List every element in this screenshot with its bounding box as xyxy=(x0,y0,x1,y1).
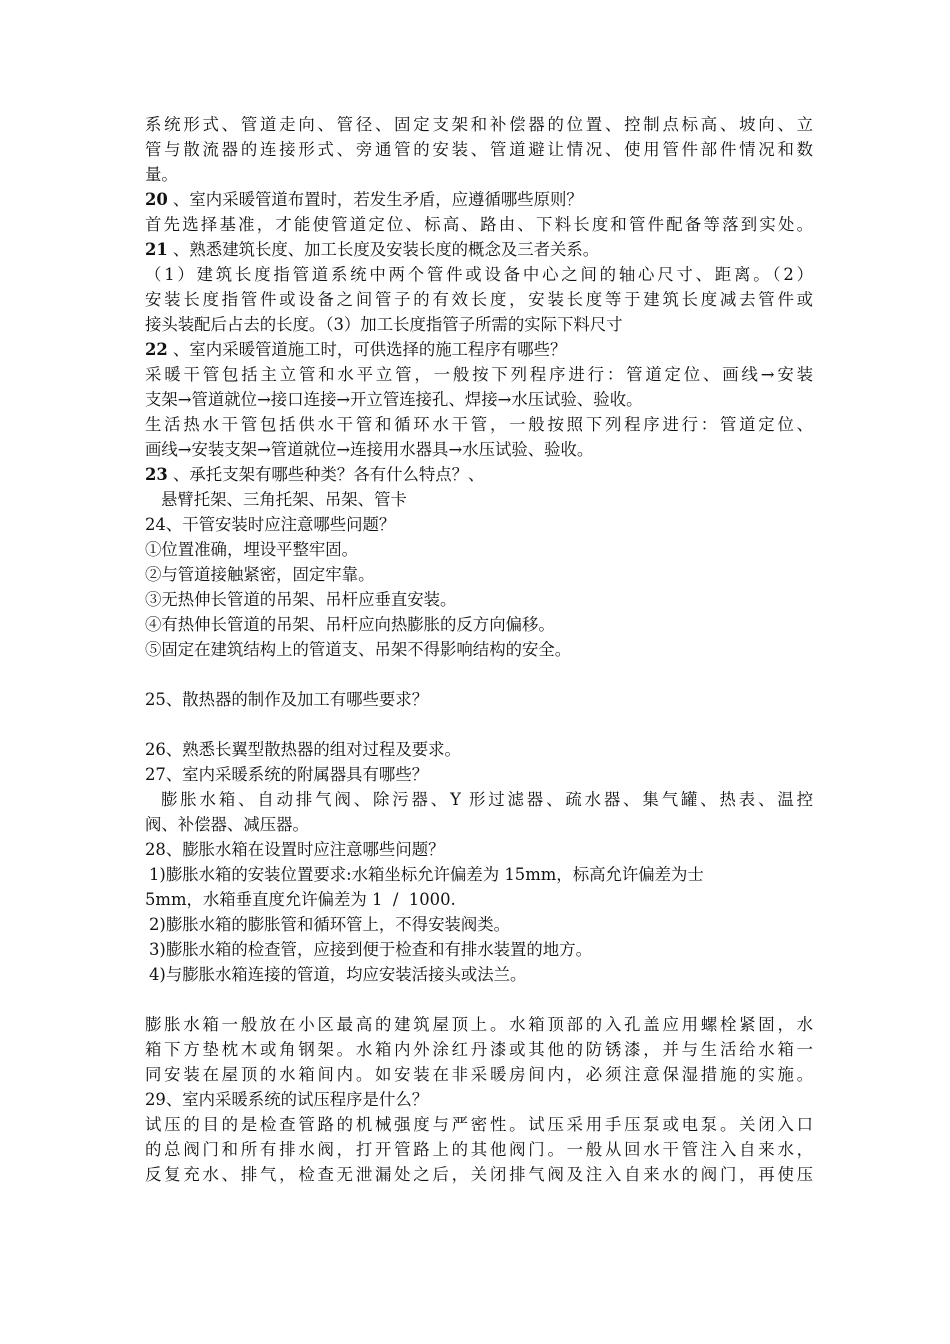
question-24: 24、干管安装时应注意哪些问题？ xyxy=(145,515,396,534)
text-line: 量。 xyxy=(145,165,178,184)
question-22 xyxy=(145,337,813,362)
question-25: 25、散热器的制作及加工有哪些要求？ xyxy=(145,690,429,709)
question-23 xyxy=(145,462,813,487)
question-text: 、熟悉建筑长度、加工长度及安装长度的概念及三者关系。 xyxy=(167,240,600,259)
text-line: 反复充水、排气，检查无泄漏处之后，关闭排气阀及注入自来水的阀门，再使压 xyxy=(145,1165,813,1184)
question-number: 22 xyxy=(145,340,168,359)
list-item: ⑤固定在建筑结构上的管道支、吊架不得影响结构的安全。 xyxy=(145,640,572,659)
text-line: 膨胀水箱、自动排气阀、除污器、Y 形过滤器、疏水器、集气罐、热表、温控 xyxy=(161,790,813,809)
question-number: 20 xyxy=(145,190,168,209)
text-line: 生活热水干管包括供水干管和循环水干管，一般按照下列程序进行：管道定位、 xyxy=(145,415,813,434)
document-page xyxy=(145,112,813,1187)
text-line: 采暖干管包括主立管和水平立管，一般按下列程序进行：管道定位、画线→安装 xyxy=(145,365,813,384)
text-line: 系统形式、管道走向、管径、固定支架和补偿器的位置、控制点标高、坡向、立 xyxy=(145,115,813,134)
list-item: 4)与膨胀水箱连接的管道，均应安装活接头或法兰。 xyxy=(149,965,527,984)
question-number: 23 xyxy=(145,465,168,484)
text-line: 管与散流器的连接形式、旁通管的安装、管道避让情况、使用管件部件情况和数 xyxy=(145,140,813,159)
question-text: 、室内采暖管道布置时，若发生矛盾，应遵循哪些原则？ xyxy=(167,190,583,209)
text-line: 阀、补偿器、减压器。 xyxy=(145,815,309,834)
question-20 xyxy=(145,187,813,212)
list-item: ①位置准确，埋设平整牢固。 xyxy=(145,540,359,559)
question-number: 21 xyxy=(145,240,168,259)
text-line: 接头装配后占去的长度。（3）加工长度指管子所需的实际下料尺寸 xyxy=(145,315,623,334)
list-item: 3)膨胀水箱的检查管，应接到便于检查和有排水装置的地方。 xyxy=(149,940,592,959)
question-27: 27、室内采暖系统的附属器具有哪些？ xyxy=(145,765,429,784)
question-29: 29、室内采暖系统的试压程序是什么？ xyxy=(145,1090,429,1109)
list-item: ②与管道接触紧密，固定牢靠。 xyxy=(145,565,375,584)
text-line: 支架→管道就位→接口连接→开立管连接孔、焊接→水压试验、验收。 xyxy=(145,390,643,409)
text-line: （1）建筑长度指管道系统中两个管件或设备中心之间的轴心尺寸、距离。（2） xyxy=(145,265,813,284)
text-line: 试压的目的是检查管路的机械强度与严密性。试压采用手压泵或电泵。关闭入口 xyxy=(145,1115,813,1134)
text-line: 画线→安装支架→管道就位→连接用水器具→水压试验、验收。 xyxy=(145,440,594,459)
list-item: ③无热伸长管道的吊架、吊杆应垂直安装。 xyxy=(145,590,457,609)
question-text: 、承托支架有哪些种类？各有什么特点？、 xyxy=(167,465,485,484)
text-line: 箱下方垫枕木或角钢架。水箱内外涂红丹漆或其他的防锈漆，并与生活给水箱一 xyxy=(145,1040,813,1059)
text-line: 膨胀水箱一般放在小区最高的建筑屋顶上。水箱顶部的入孔盖应用螺栓紧固，水 xyxy=(145,1015,813,1034)
list-item: 2)膨胀水箱的膨胀管和循环管上，不得安装阀类。 xyxy=(149,915,511,934)
text-line: 首先选择基准，才能使管道定位、标高、路由、下料长度和管件配备等落到实处。 xyxy=(145,215,813,234)
text-line: 同安装在屋顶的水箱间内。如安装在非采暖房间内，必须注意保湿措施的实施。 xyxy=(145,1065,813,1084)
text-line: 5mm，水箱垂直度允许偏差为 1 / 1000. xyxy=(145,890,456,909)
question-26: 26、熟悉长翼型散热器的组对过程及要求。 xyxy=(145,740,461,759)
text-line: 悬臂托架、三角托架、吊架、管卡 xyxy=(161,490,407,509)
question-text: 、室内采暖管道施工时，可供选择的施工程序有哪些？ xyxy=(167,340,567,359)
list-item: 1)膨胀水箱的安装位置要求:水箱坐标允许偏差为 15mm，标高允许偏差为士 xyxy=(149,865,704,884)
question-21 xyxy=(145,237,813,262)
text-line: 安装长度指管件或设备之间管子的有效长度，安装长度等于建筑长度减去管件或 xyxy=(145,290,813,309)
text-line: 的总阀门和所有排水阀，打开管路上的其他阀门。一般从回水干管注入自来水， xyxy=(145,1140,813,1159)
list-item: ④有热伸长管道的吊架、吊杆应向热膨胀的反方向偏移。 xyxy=(145,615,555,634)
question-28: 28、膨胀水箱在设置时应注意哪些问题？ xyxy=(145,840,445,859)
